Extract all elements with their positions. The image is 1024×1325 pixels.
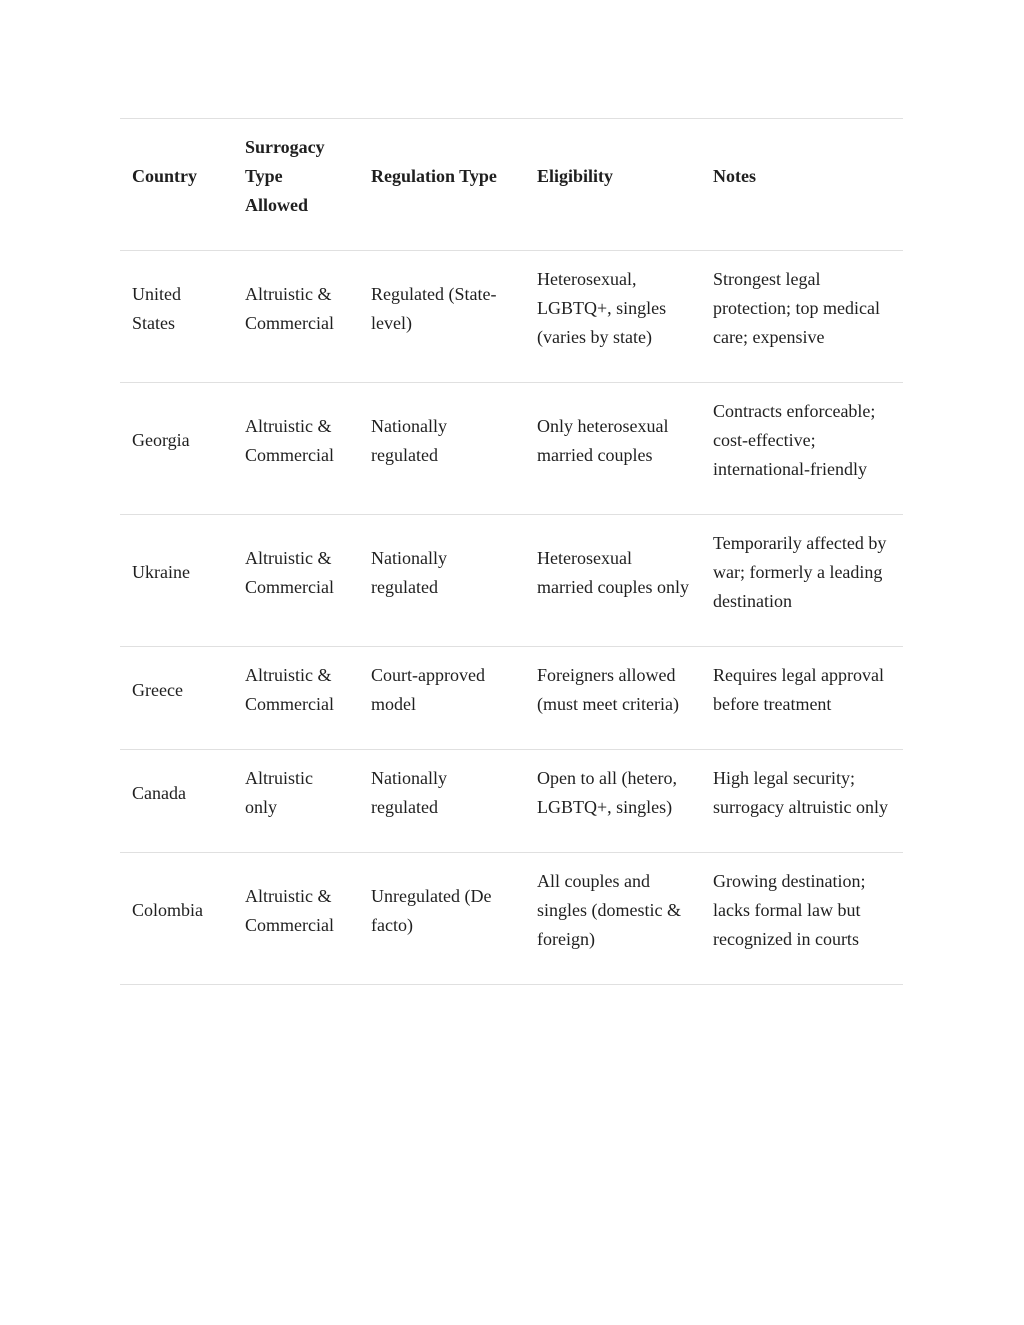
- cell-text: Foreigners allowed (must meet criteria): [537, 665, 679, 714]
- cell-country: [120, 647, 233, 750]
- column-header-label: Surrogacy Type Allowed: [245, 137, 325, 215]
- cell-surrogacy-type: [233, 383, 359, 515]
- cell-text: Nationally regulated: [371, 768, 447, 817]
- cell-text: Nationally regulated: [371, 415, 447, 465]
- cell-eligibility: [525, 853, 701, 985]
- cell-text: Growing destination; lacks formal law but recognized in courts: [713, 871, 866, 949]
- cell-notes: [701, 750, 903, 853]
- column-header-label: Notes: [713, 166, 756, 186]
- cell-eligibility: [525, 750, 701, 853]
- column-header-regulation-type: [359, 119, 525, 251]
- cell-text: Altruistic & Commercial: [245, 665, 334, 714]
- cell-text: Nationally regulated: [371, 547, 447, 597]
- cell-text: Altruistic & Commercial: [245, 547, 334, 597]
- cell-notes: [701, 515, 903, 647]
- cell-text: United States: [132, 283, 181, 333]
- cell-text: Heterosexual, LGBTQ+, singles (varies by state): [537, 269, 667, 347]
- cell-text: Unregulated (De facto): [371, 885, 492, 935]
- cell-text: Contracts enforceable; cost-effective; international-friendly: [713, 401, 876, 479]
- cell-regulation-type: [359, 750, 525, 853]
- cell-surrogacy-type: [233, 647, 359, 750]
- table-row-united-states: [120, 251, 903, 383]
- cell-surrogacy-type: [233, 853, 359, 985]
- cell-notes: [701, 853, 903, 985]
- cell-regulation-type: [359, 647, 525, 750]
- cell-text: Heterosexual married couples only: [537, 547, 689, 597]
- cell-text: Colombia: [132, 900, 203, 920]
- cell-country: [120, 853, 233, 985]
- cell-surrogacy-type: [233, 750, 359, 853]
- cell-text: Court-approved model: [371, 665, 485, 714]
- cell-text: Canada: [132, 782, 186, 803]
- cell-text: Requires legal approval before treatment: [713, 665, 884, 714]
- cell-eligibility: [525, 383, 701, 515]
- column-header-notes: [701, 119, 903, 251]
- cell-text: Altruistic only: [245, 768, 313, 817]
- cell-notes: [701, 383, 903, 515]
- table-row-greece: [120, 647, 903, 750]
- cell-text: High legal security; surrogacy altruistic only: [713, 768, 888, 817]
- cell-text: Georgia: [132, 430, 190, 450]
- cell-eligibility: [525, 647, 701, 750]
- table-header-row: [120, 119, 903, 251]
- cell-eligibility: [525, 251, 701, 383]
- cell-text: Greece: [132, 679, 183, 700]
- cell-text: Strongest legal protection; top medical care; expensive: [713, 269, 880, 347]
- cell-text: Altruistic & Commercial: [245, 283, 334, 333]
- column-header-label: Regulation Type: [371, 166, 497, 186]
- column-header-surrogacy-type: [233, 119, 359, 251]
- cell-regulation-type: [359, 251, 525, 383]
- table-row-colombia: [120, 853, 903, 985]
- cell-eligibility: [525, 515, 701, 647]
- cell-text: Ukraine: [132, 562, 190, 582]
- cell-regulation-type: [359, 853, 525, 985]
- surrogacy-comparison-table: [120, 118, 903, 985]
- cell-text: All couples and singles (domestic & foreign): [537, 871, 681, 949]
- cell-text: Open to all (hetero, LGBTQ+, singles): [537, 768, 677, 817]
- column-header-country: [120, 119, 233, 251]
- cell-regulation-type: [359, 515, 525, 647]
- cell-notes: [701, 251, 903, 383]
- cell-text: Regulated (State-level): [371, 283, 497, 333]
- cell-text: Only heterosexual married couples: [537, 415, 669, 465]
- column-header-label: Country: [132, 166, 198, 186]
- cell-surrogacy-type: [233, 515, 359, 647]
- cell-text: Altruistic & Commercial: [245, 415, 334, 465]
- cell-notes: [701, 647, 903, 750]
- cell-country: [120, 750, 233, 853]
- cell-country: [120, 383, 233, 515]
- table-row-canada: [120, 750, 903, 853]
- table-row-georgia: [120, 383, 903, 515]
- column-header-eligibility: [525, 119, 701, 251]
- cell-surrogacy-type: [233, 251, 359, 383]
- cell-text: Temporarily affected by war; formerly a leading destination: [713, 533, 887, 611]
- cell-text: Altruistic & Commercial: [245, 885, 334, 935]
- table-row-ukraine: [120, 515, 903, 647]
- cell-country: [120, 515, 233, 647]
- surrogacy-comparison-table-container: [120, 118, 903, 985]
- cell-country: [120, 251, 233, 383]
- column-header-label: Eligibility: [537, 166, 614, 186]
- cell-regulation-type: [359, 383, 525, 515]
